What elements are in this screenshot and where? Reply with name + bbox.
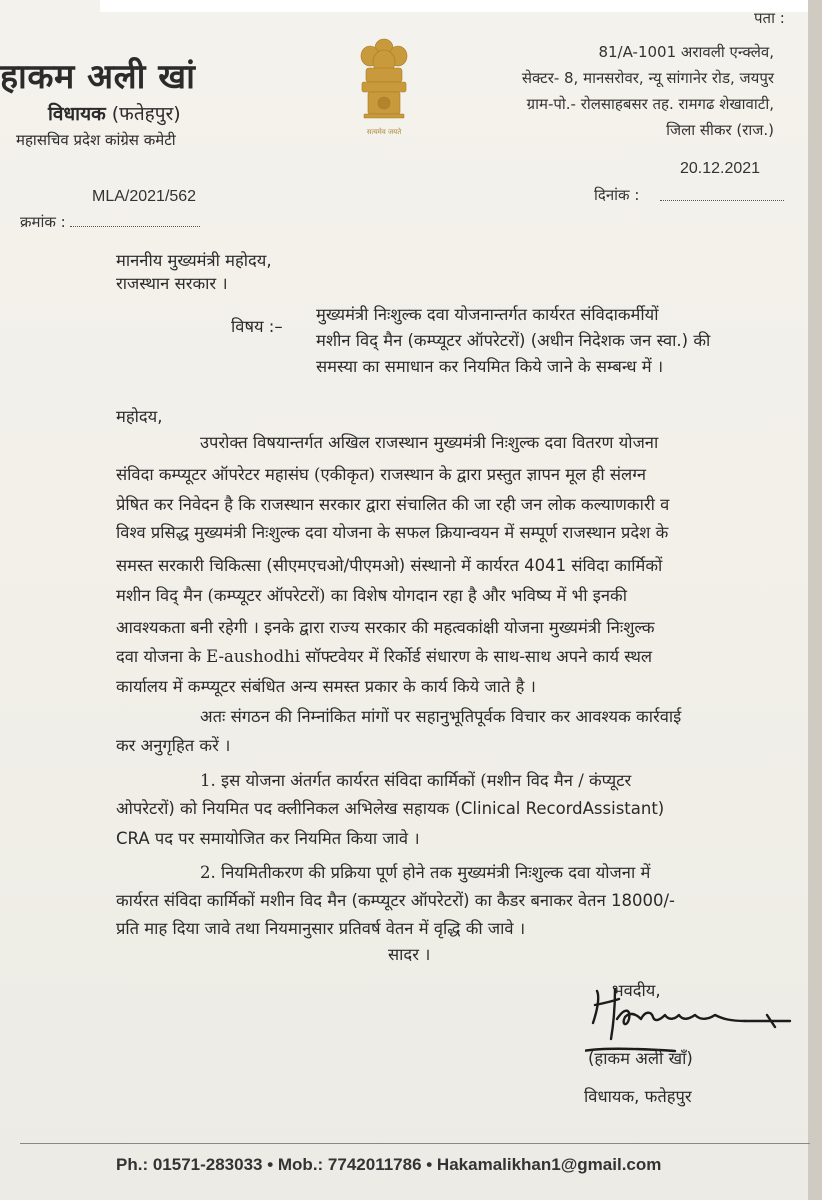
recipient-line-1: माननीय मुख्यमंत्री महोदय,	[116, 251, 272, 270]
para1-line-6: मशीन विद् मैन (कम्प्यूटर ऑपरेटरों) का विशेष योगदान रहा है और भविष्य में भी इनकी	[116, 586, 627, 605]
address-label: पता :	[754, 9, 785, 27]
point2-line-3: प्रति माह दिया जावे तथा नियमानुसार प्रतिवर्ष वेतन में वृद्धि की जावे ।	[116, 919, 526, 938]
subject-line-2: मशीन विद् मैन (कम्प्यूटर ऑपरेटरों) (अधीन निदेशक जन स्वा.) की	[316, 331, 711, 350]
closing: सादर ।	[388, 945, 431, 964]
reference-label: क्रमांक :	[20, 213, 66, 231]
background-strip	[808, 0, 822, 1200]
para2-line-2: कर अनुगृहित करें ।	[116, 736, 231, 755]
footer-divider	[20, 1143, 810, 1144]
subject-line-1: मुख्यमंत्री निःशुल्क दवा योजनान्तर्गत कार्यरत संविदाकर्मीयों	[316, 305, 659, 324]
signoff-designation: विधायक, फतेहपुर	[584, 1087, 692, 1106]
point2-line-1: 2. नियमितीकरण की प्रक्रिया पूर्ण होने तक मुख्यमंत्री निःशुल्क दवा योजना में	[200, 863, 651, 882]
signoff-name: (हाकम अली खाँ)	[588, 1049, 693, 1068]
sender-name: हाकम अली खां	[0, 57, 196, 97]
para1-line-8: दवा योजना के E-aushodhi सॉफ्टवेयर में रिर्कोर्ड संधारण के साथ-साथ अपने कार्य स्थल	[116, 647, 653, 666]
date-underline	[660, 200, 784, 201]
subject-label: विषय :–	[231, 317, 283, 336]
para1-line-7: आवश्यकता बनी रहेगी । इनके द्वारा राज्य सरकार की महत्वकांक्षी योजना मुख्यमंत्री निःशुल्क	[116, 618, 655, 637]
para2-line-1: अतः संगठन की निम्नांकित मांगों पर सहानुभूतिपूर्वक विचार कर आवश्यक कार्रवाई	[200, 707, 682, 726]
ashoka-emblem-icon	[344, 34, 424, 144]
address-line-4: जिला सीकर (राज.)	[666, 121, 774, 139]
reference-number: MLA/2021/562	[92, 188, 197, 205]
point2-line-2: कार्यरत संविदा कार्मिकों मशीन विद मैन (कम्प्यूटर ऑपरेटरों) का कैडर बनाकर वेतन 18000/-	[116, 891, 675, 910]
para1-line-4: विश्व प्रसिद्ध मुख्यमंत्री निःशुल्क दवा योजना के सफल क्रियान्वयन में सम्पूर्ण राजस्थान प्रदेश के	[116, 523, 669, 542]
signoff-yours: भवदीय,	[612, 981, 661, 1000]
para1-line-5: समस्त सरकारी चिकित्सा (सीएमएचओ/पीएमओ) संस्थानो में कार्यरत 4041 संविदा कार्मिकों	[116, 556, 663, 575]
point1-line-3: CRA पद पर समायोजित कर नियमित किया जावे ।	[116, 829, 420, 848]
address-line-2: सेक्टर- 8, मानसरोवर, न्यू सांगानेर रोड, जयपुर	[521, 69, 774, 87]
point1-line-2: ओपरेटरों) को नियमित पद क्लीनिकल अभिलेख सहायक (Clinical RecordAssistant)	[116, 799, 665, 818]
para1-line-1: उपरोक्त विषयान्तर्गत अखिल राजस्थान मुख्यमंत्री निःशुल्क दवा वितरण योजना	[200, 433, 659, 452]
svg-text:सत्यमेव जयते: सत्यमेव जयते	[366, 128, 402, 136]
designation-title: विधायक	[48, 103, 106, 125]
address-line-3: ग्राम-पो.- रोलसाहबसर तह. रामगढ शेखावाटी,	[526, 95, 774, 113]
subject-line-3: समस्या का समाधान कर नियमित किये जाने के सम्बन्ध में ।	[316, 357, 664, 376]
para1-line-3: प्रेषित कर निवेदन है कि राजस्थान सरकार द्वारा संचालित की जा रही जन लोक कल्याणकारी व	[116, 495, 670, 514]
point1-line-1: 1. इस योजना अंतर्गत कार्यरत संविदा कार्मिकों (मशीन विद मैन / कंप्यूटर	[200, 771, 632, 790]
date-value: 20.12.2021	[680, 160, 761, 177]
sender-subdesignation: महासचिव प्रदेश कांग्रेस कमेटी	[16, 131, 176, 149]
designation-place: (फतेहपुर)	[105, 103, 181, 125]
reference-underline	[70, 226, 200, 227]
handwritten-signature	[585, 985, 795, 1055]
paper-top-edge	[100, 0, 822, 12]
address-line-1: 81/A-1001 अरावली एन्क्लेव,	[598, 43, 774, 61]
date-label: दिनांक :	[594, 186, 640, 204]
sender-designation	[48, 100, 181, 126]
footer-contact: Ph.: 01571-283033 • Mob.: 7742011786 • Hakamalikhan1@gmail.com	[116, 1155, 662, 1174]
para1-line-2: संविदा कम्प्यूटर ऑपरेटर महासंघ (एकीकृत) राजस्थान के द्वारा प्रस्तुत ज्ञापन मूल ही संलग्न	[116, 465, 647, 484]
greeting: महोदय,	[116, 407, 163, 426]
recipient-line-2: राजस्थान सरकार ।	[116, 274, 228, 293]
para1-line-9: कार्यालय में कम्प्यूटर संबंधित अन्य समस्त प्रकार के कार्य किये जाते है ।	[116, 677, 536, 696]
